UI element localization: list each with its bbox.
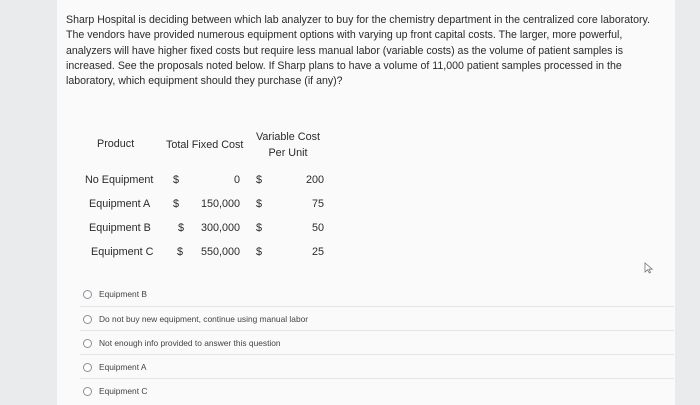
row-currency-fixed: $ — [173, 174, 180, 186]
row-product: No Equipment — [85, 174, 154, 186]
row-variable-cost: 75 — [311, 198, 324, 210]
radio-button[interactable] — [83, 363, 92, 372]
row-product: Equipment A — [89, 198, 151, 210]
page-background-left — [0, 0, 57, 405]
row-fixed-cost: 550,000 — [200, 246, 240, 258]
row-currency-variable: $ — [256, 222, 263, 234]
header-variable-cost-line1: Variable Cost — [255, 131, 320, 143]
option-no-new-equipment[interactable] — [80, 306, 674, 331]
option-label: Equipment C — [99, 386, 148, 396]
row-currency-fixed: $ — [177, 246, 184, 258]
question-text: Sharp Hospital is deciding between which lab analyzer to buy for the chemistry department in the centralized core laboratory. The vendors have provided numerous equipment options with varying up front capital costs. The larger, more powerful, analyzers will have higher fixed costs but require less manual labor (variable costs) as the volume of patient samples is increased. See the proposals noted below. If Sharp plans to have a volume of 11,000 patient samples processed in the laboratory, which equipment should they purchase (if any)? — [66, 14, 650, 88]
row-product: Equipment B — [89, 222, 151, 234]
header-total-fixed-cost: Total Fixed Cost — [166, 139, 244, 151]
option-not-enough-info[interactable] — [80, 330, 674, 355]
option-equipment-b[interactable] — [80, 282, 674, 306]
cursor-icon — [643, 262, 655, 274]
row-currency-fixed: $ — [173, 198, 180, 210]
option-label: Do not buy new equipment, continue using manual labor — [99, 314, 309, 324]
radio-button[interactable] — [83, 290, 92, 299]
row-currency-variable: $ — [256, 246, 263, 258]
row-fixed-cost: 150,000 — [200, 198, 240, 210]
option-equipment-c[interactable] — [80, 378, 674, 403]
radio-button[interactable] — [83, 315, 92, 324]
row-currency-variable: $ — [256, 198, 263, 210]
row-variable-cost: 50 — [311, 222, 324, 234]
row-currency-fixed: $ — [178, 222, 185, 234]
option-label: Equipment B — [99, 289, 147, 299]
row-currency-variable: $ — [256, 174, 263, 186]
row-fixed-cost: 0 — [233, 174, 240, 186]
option-label: Equipment A — [99, 362, 147, 372]
row-variable-cost: 200 — [305, 174, 324, 186]
row-product: Equipment C — [91, 246, 154, 258]
row-variable-cost: 25 — [311, 246, 324, 258]
page-background-right — [675, 0, 700, 405]
option-label: Not enough info provided to answer this question — [99, 338, 281, 348]
header-variable-cost — [250, 131, 326, 159]
header-variable-cost-line2: Per Unit — [268, 147, 308, 159]
header-product: Product — [97, 138, 135, 150]
radio-button[interactable] — [83, 339, 92, 348]
radio-button[interactable] — [83, 387, 92, 396]
row-fixed-cost: 300,000 — [200, 222, 240, 234]
option-equipment-a[interactable] — [80, 354, 674, 379]
